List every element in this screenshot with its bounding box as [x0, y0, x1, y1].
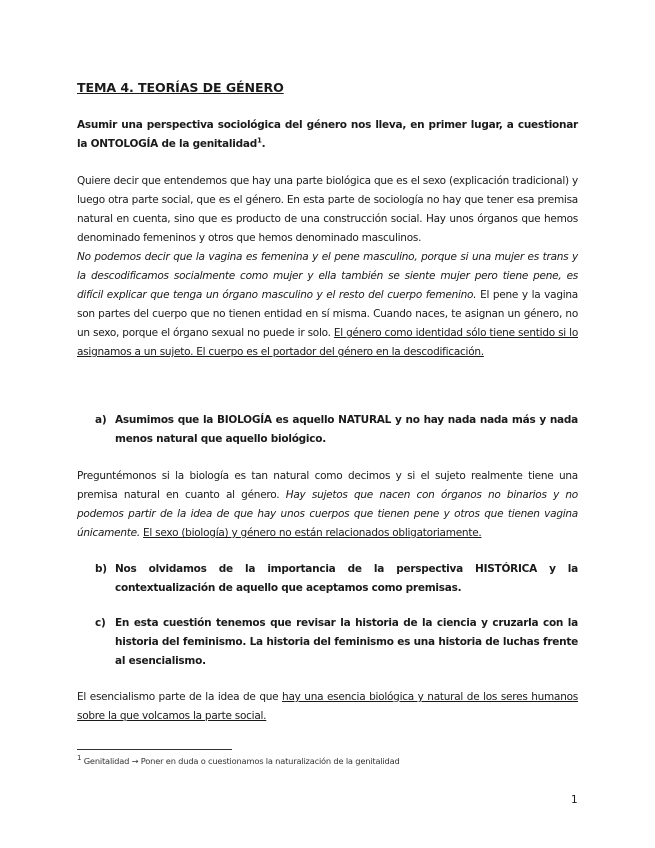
list-item-a — [95, 411, 578, 449]
page-number: 1 — [571, 794, 578, 806]
paragraph-ontology-italic: No podemos decir que la vagina es femenina y el pene masculino, porque si una mujer es trans y la descodificamos socialmente como mujer y ella también se siente mujer pero tiene pene, es difícil explicar que tenga un órgano masculino y el resto del cuerpo femenino. — [77, 251, 578, 301]
paragraph-ontology-underlined: El género como identidad sólo tiene sentido si lo asignamos a un sujeto. El cuerpo es el portador del género en la descodificación. — [77, 327, 578, 358]
footnote-text: Genitalidad → Poner en duda o cuestionamos la naturalización de la genitalidad — [81, 756, 400, 766]
paragraph-ontology — [77, 172, 578, 362]
list-marker-b: b) — [95, 563, 107, 575]
intro-end: . — [261, 138, 266, 150]
paragraph-biology — [77, 467, 578, 543]
intro-text: Asumir una perspectiva sociológica del género nos lleva, en primer lugar, a cuestionar la ONTOLOGÍA de la genitalidad — [77, 119, 578, 150]
paragraph-essentialism-text: El esencialismo parte de la idea de que — [77, 691, 283, 703]
paragraph-ontology-text: Quiere decir que entendemos que hay una parte biológica que es el sexo (explicación tradicional) y luego otra parte social, que es el género. En esta parte de sociología no hay que tener esa premisa natural en cuenta, sino que es producto de una construcción social. Hay unos órganos que hemos denominado femeninos y otros que hemos denominado masculinos. — [77, 175, 578, 244]
list-marker-a: a) — [95, 414, 107, 426]
list-marker-c: c) — [95, 617, 106, 629]
list-text-a: Asumimos que la BIOLOGÍA es aquello NATURAL y no hay nada nada más y nada menos natural que aquello biológico. — [115, 414, 578, 445]
list-item-c — [95, 614, 578, 671]
paragraph-essentialism-underlined: hay una esencia biológica y natural de los seres humanos sobre la que volcamos la parte social. — [77, 691, 578, 722]
paragraph-biology-italic: Hay sujetos que nacen con órganos no binarios y no podemos partir de la idea de que hay unos cuerpos que tienen pene y otros que tienen vagina únicamente. — [77, 489, 578, 539]
list-text-b: Nos olvidamos de la importancia de la perspectiva HISTÓRICA y la contextualización de aquello que aceptamos como premisas. — [115, 563, 578, 594]
paragraph-biology-text: Preguntémonos si la biología es tan natural como decimos y si el sujeto realmente tiene una premisa natural en cuanto al género. — [77, 470, 578, 501]
footnote-divider — [77, 749, 232, 750]
footnote-reference: 1 — [256, 136, 262, 145]
page-title: TEMA 4. TEORÍAS DE GÉNERO — [77, 80, 284, 95]
paragraph-biology-underlined: El sexo (biología) y género no están relacionados obligatoriamente. — [143, 527, 482, 539]
list-text-c: En esta cuestión tenemos que revisar la historia de la ciencia y cruzarla con la historia del feminismo. La historia del feminismo es una historia de luchas frente al esencialismo. — [115, 617, 578, 667]
list-item-b — [95, 560, 578, 598]
paragraph-ontology-text-2: El pene y la vagina son partes del cuerpo que no tienen entidad en sí misma. Cuando naces, te asignan un género, no un sexo, porque el órgano sexual no puede ir solo. — [77, 289, 578, 339]
paragraph-essentialism — [77, 688, 578, 726]
intro-paragraph — [77, 116, 578, 154]
footnote — [77, 756, 400, 766]
footnote-marker: 1 — [77, 754, 82, 763]
